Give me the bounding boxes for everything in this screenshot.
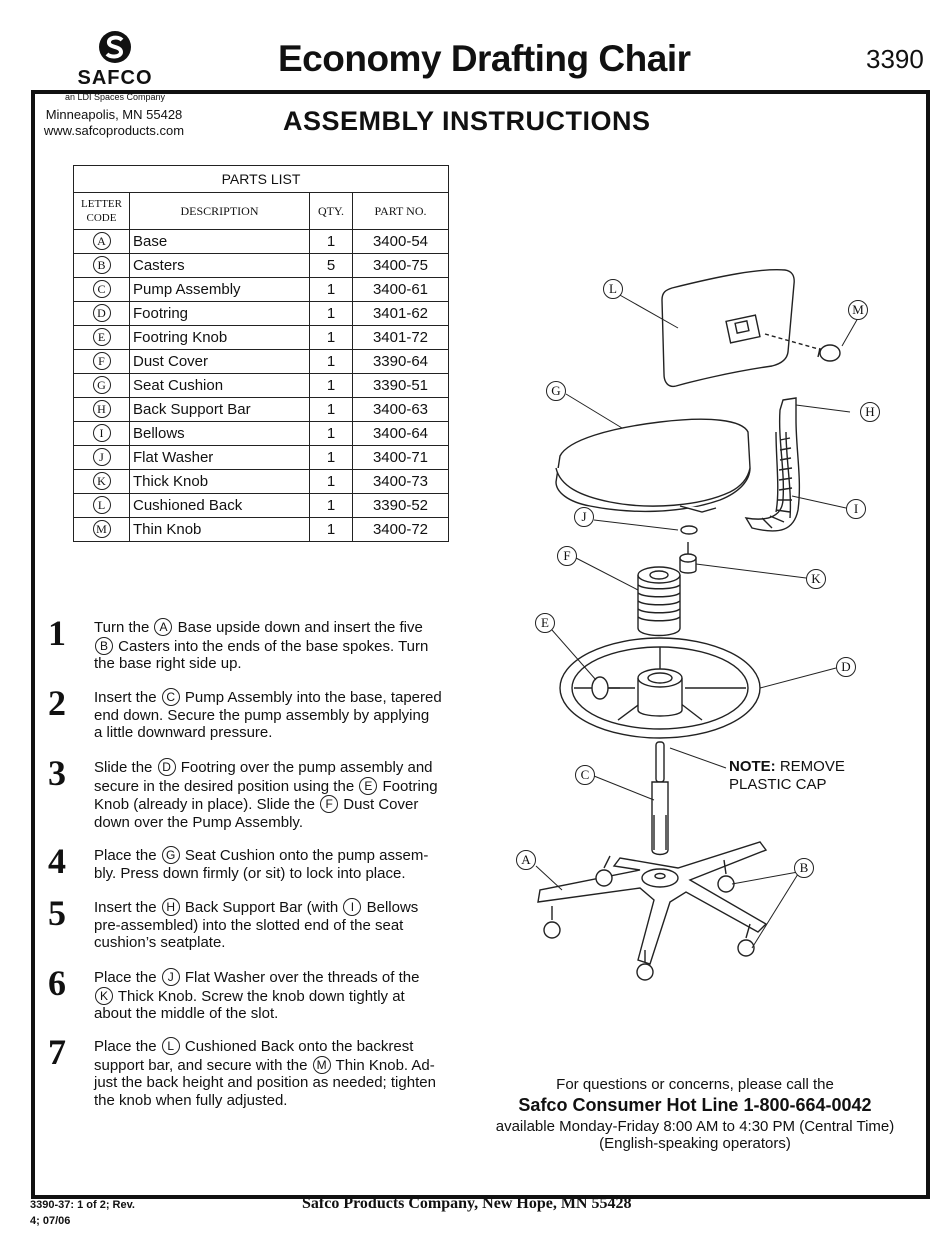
part-letter-badge: M xyxy=(313,1056,331,1074)
address-city: Minneapolis, MN 55428 xyxy=(45,107,183,122)
table-row xyxy=(74,470,449,494)
table-row xyxy=(74,254,449,278)
cell-description: Thick Knob xyxy=(130,470,310,494)
table-row xyxy=(74,374,449,398)
step-text-segment: Seat Cushion onto the pump assem- xyxy=(180,847,429,864)
callout-f: F xyxy=(557,546,577,566)
cell-qty: 1 xyxy=(310,494,353,518)
page-title: Economy Drafting Chair xyxy=(278,38,691,79)
part-letter-badge: I xyxy=(343,898,361,916)
step-text xyxy=(94,968,468,1023)
base-drawing xyxy=(538,842,766,964)
cell-description: Dust Cover xyxy=(130,350,310,374)
step-text xyxy=(94,1037,468,1109)
table-row xyxy=(74,422,449,446)
cell-description: Bellows xyxy=(130,422,310,446)
cell-part-no: 3401-72 xyxy=(353,326,449,350)
table-row xyxy=(74,278,449,302)
step-text-segment: just the back height and position as needed; tighten xyxy=(94,1074,436,1091)
step-text xyxy=(94,846,468,882)
callout-k: K xyxy=(806,569,826,589)
model-number: 3390 xyxy=(866,44,924,74)
step-text-segment: the knob when fully adjusted. xyxy=(94,1091,288,1109)
callout-a: A xyxy=(516,850,536,870)
callout-m: M xyxy=(848,300,868,320)
cell-part-no: 3400-54 xyxy=(353,230,449,254)
table-row xyxy=(74,446,449,470)
step-text-segment: support bar, and secure with the xyxy=(94,1056,312,1074)
cell-letter-code xyxy=(74,518,130,542)
pump-assembly-drawing xyxy=(652,742,668,855)
cell-qty: 1 xyxy=(310,446,353,470)
cell-letter-code xyxy=(74,398,130,422)
letter-code-badge: H xyxy=(93,400,111,418)
footring-drawing xyxy=(560,638,760,738)
cell-qty: 1 xyxy=(310,374,353,398)
callout-d: D xyxy=(836,657,856,677)
step-text-segment: the base right side up. xyxy=(94,655,242,672)
assembly-step xyxy=(48,1032,468,1109)
letter-code-badge: K xyxy=(93,472,111,490)
assembly-step xyxy=(48,753,468,831)
step-text-segment: Base upside down and insert the five xyxy=(173,619,423,636)
cell-letter-code xyxy=(74,350,130,374)
contact-intro: For questions or concerns, please call the xyxy=(556,1076,834,1093)
col-letter-code xyxy=(74,193,130,230)
document-revision-line1: 3390-37: 1 of 2; Rev. xyxy=(30,1199,135,1211)
step-text-segment: Slide the xyxy=(94,759,157,776)
step-text-segment: Place the xyxy=(94,847,161,864)
cell-part-no: 3401-62 xyxy=(353,302,449,326)
dust-cover-drawing xyxy=(638,567,680,636)
note-label: NOTE: xyxy=(729,758,776,775)
hotline-operators: (English-speaking operators) xyxy=(599,1135,791,1152)
table-row xyxy=(74,302,449,326)
step-number: 6 xyxy=(48,963,66,1003)
callout-c: C xyxy=(575,765,595,785)
letter-code-badge: A xyxy=(93,232,111,250)
cell-description: Footring Knob xyxy=(130,326,310,350)
part-letter-badge: E xyxy=(359,777,377,795)
flat-washer-drawing xyxy=(681,526,697,534)
table-row xyxy=(74,350,449,374)
table-row xyxy=(74,518,449,542)
cell-description: Back Support Bar xyxy=(130,398,310,422)
thin-knob-drawing xyxy=(818,345,840,361)
assembly-step xyxy=(48,683,468,742)
part-letter-badge: H xyxy=(162,898,180,916)
step-text-segment: pre-assembled) into the slotted end of the seat xyxy=(94,916,404,934)
contact-block xyxy=(462,1076,928,1152)
part-letter-badge: K xyxy=(95,987,113,1005)
step-text-segment: bly. Press down firmly (or sit) to lock into place. xyxy=(94,864,406,882)
cell-qty: 1 xyxy=(310,278,353,302)
step-text-segment: Pump Assembly into the base, tapered xyxy=(180,689,442,706)
part-letter-badge: B xyxy=(95,637,113,655)
cell-part-no: 3400-64 xyxy=(353,422,449,446)
assembly-step xyxy=(48,613,468,673)
letter-code-badge: M xyxy=(93,520,111,538)
col-description: DESCRIPTION xyxy=(130,193,310,230)
letter-code-badge: C xyxy=(93,280,111,298)
document-revision xyxy=(30,1197,180,1229)
cell-letter-code xyxy=(74,470,130,494)
step-text-segment: about the middle of the slot. xyxy=(94,1005,279,1022)
table-row xyxy=(74,230,449,254)
part-letter-badge: C xyxy=(162,688,180,706)
cell-part-no: 3400-71 xyxy=(353,446,449,470)
step-text-segment: Dust Cover xyxy=(339,796,419,813)
letter-code-badge: B xyxy=(93,256,111,274)
cell-qty: 5 xyxy=(310,254,353,278)
step-number: 7 xyxy=(48,1032,66,1072)
step-text-segment: Casters into the ends of the base spokes. Turn xyxy=(114,637,429,655)
cell-qty: 1 xyxy=(310,326,353,350)
table-row xyxy=(74,326,449,350)
part-letter-badge: F xyxy=(320,795,338,813)
cell-description: Base xyxy=(130,230,310,254)
letter-code-badge: L xyxy=(93,496,111,514)
step-text xyxy=(94,758,468,831)
table-row xyxy=(74,494,449,518)
cell-part-no: 3390-52 xyxy=(353,494,449,518)
step-text-segment: Flat Washer over the threads of the xyxy=(180,969,420,986)
step-text xyxy=(94,898,468,952)
letter-code-badge: G xyxy=(93,376,111,394)
step-number: 3 xyxy=(48,753,66,793)
part-letter-badge: A xyxy=(154,618,172,636)
cell-qty: 1 xyxy=(310,350,353,374)
step-text-segment: Knob (already in place). Slide the xyxy=(94,796,320,813)
assembly-step xyxy=(48,893,468,952)
cell-part-no: 3400-75 xyxy=(353,254,449,278)
step-text xyxy=(94,618,468,673)
step-text-segment: cushion’s seatplate. xyxy=(94,934,226,951)
step-text-segment: Thin Knob. Ad- xyxy=(331,1056,435,1074)
parts-list-title: PARTS LIST xyxy=(74,166,449,193)
step-text xyxy=(94,688,468,742)
step-text-segment: end down. Secure the pump assembly by applying xyxy=(94,706,430,724)
assembly-step xyxy=(48,841,468,882)
step-text-segment: Insert the xyxy=(94,899,161,916)
col-letter-code-line1: LETTER xyxy=(81,198,122,210)
note-remove-cap xyxy=(729,758,845,794)
step-text-segment: Back Support Bar (with xyxy=(180,899,343,916)
cell-qty: 1 xyxy=(310,422,353,446)
col-letter-code-line2: CODE xyxy=(86,212,117,224)
cell-letter-code xyxy=(74,374,130,398)
cell-letter-code xyxy=(74,494,130,518)
letter-code-badge: J xyxy=(93,448,111,466)
part-letter-badge: D xyxy=(158,758,176,776)
cell-letter-code xyxy=(74,446,130,470)
safco-logo-icon xyxy=(98,30,132,64)
step-number: 1 xyxy=(48,613,66,653)
part-letter-badge: G xyxy=(162,846,180,864)
step-text-segment: Insert the xyxy=(94,689,161,706)
step-text-segment: down over the Pump Assembly. xyxy=(94,813,303,831)
cell-part-no: 3390-51 xyxy=(353,374,449,398)
part-letter-badge: J xyxy=(162,968,180,986)
letter-code-badge: I xyxy=(93,424,111,442)
col-part-no: PART NO. xyxy=(353,193,449,230)
letter-code-badge: E xyxy=(93,328,111,346)
parts-list-table xyxy=(73,165,449,542)
assembly-step xyxy=(48,963,468,1023)
address-website: www.safcoproducts.com xyxy=(43,123,185,138)
cell-letter-code xyxy=(74,230,130,254)
cell-part-no: 3400-61 xyxy=(353,278,449,302)
cell-qty: 1 xyxy=(310,302,353,326)
table-row xyxy=(74,398,449,422)
letter-code-badge: F xyxy=(93,352,111,370)
callout-g: G xyxy=(546,381,566,401)
note-text-line2: PLASTIC CAP xyxy=(729,776,827,793)
cell-letter-code xyxy=(74,278,130,302)
step-text-segment: Footring over the pump assembly and xyxy=(176,759,433,776)
cell-qty: 1 xyxy=(310,230,353,254)
note-text: REMOVE xyxy=(775,758,845,775)
cell-part-no: 3400-72 xyxy=(353,518,449,542)
cell-letter-code xyxy=(74,302,130,326)
step-text-segment: Thick Knob. Screw the knob down tightly at xyxy=(114,987,405,1005)
step-number: 5 xyxy=(48,893,66,933)
cell-part-no: 3390-64 xyxy=(353,350,449,374)
cell-qty: 1 xyxy=(310,470,353,494)
part-letter-badge: L xyxy=(162,1037,180,1055)
hotline-number: Safco Consumer Hot Line 1-800-664-0042 xyxy=(518,1095,872,1115)
cell-qty: 1 xyxy=(310,518,353,542)
hotline-hours: available Monday-Friday 8:00 AM to 4:30 PM (Central Time) xyxy=(495,1118,895,1135)
callout-l: L xyxy=(603,279,623,299)
cell-description: Flat Washer xyxy=(130,446,310,470)
cell-description: Cushioned Back xyxy=(130,494,310,518)
callout-j: J xyxy=(574,507,594,527)
letter-code-badge: D xyxy=(93,304,111,322)
step-text-segment: Turn the xyxy=(94,619,154,636)
step-number: 2 xyxy=(48,683,66,723)
callout-i: I xyxy=(846,499,866,519)
section-title: ASSEMBLY INSTRUCTIONS xyxy=(283,106,651,136)
cell-description: Pump Assembly xyxy=(130,278,310,302)
step-text-segment: secure in the desired position using the xyxy=(94,777,359,795)
cell-description: Thin Knob xyxy=(130,518,310,542)
cell-part-no: 3400-73 xyxy=(353,470,449,494)
cell-qty: 1 xyxy=(310,398,353,422)
step-number: 4 xyxy=(48,841,66,881)
logo-subtitle: an LDI Spaces Company xyxy=(64,92,166,102)
cell-description: Footring xyxy=(130,302,310,326)
cushioned-back-drawing xyxy=(662,270,822,387)
step-text-segment: Place the xyxy=(94,1038,161,1055)
step-text-segment: Bellows xyxy=(362,899,419,916)
document-revision-line2: 4; 07/06 xyxy=(30,1215,71,1227)
seat-cushion-drawing xyxy=(556,419,750,512)
step-text-segment: Footring xyxy=(378,777,438,795)
step-text-segment: a little downward pressure. xyxy=(94,724,273,741)
cell-letter-code xyxy=(74,326,130,350)
footer-company: Safco Products Company, New Hope, MN 55428 xyxy=(302,1195,632,1212)
callout-h: H xyxy=(860,402,880,422)
callout-leaders xyxy=(536,294,858,948)
thick-knob-drawing xyxy=(680,542,696,573)
back-support-bar-drawing xyxy=(746,398,799,531)
cell-letter-code xyxy=(74,254,130,278)
callout-e: E xyxy=(535,613,555,633)
cell-description: Casters xyxy=(130,254,310,278)
col-qty: QTY. xyxy=(310,193,353,230)
logo-wordmark: SAFCO xyxy=(77,67,153,89)
cell-description: Seat Cushion xyxy=(130,374,310,398)
step-text-segment: Place the xyxy=(94,969,161,986)
step-text-segment: Cushioned Back onto the backrest xyxy=(180,1038,414,1055)
cell-letter-code xyxy=(74,422,130,446)
cell-part-no: 3400-63 xyxy=(353,398,449,422)
callout-b: B xyxy=(794,858,814,878)
